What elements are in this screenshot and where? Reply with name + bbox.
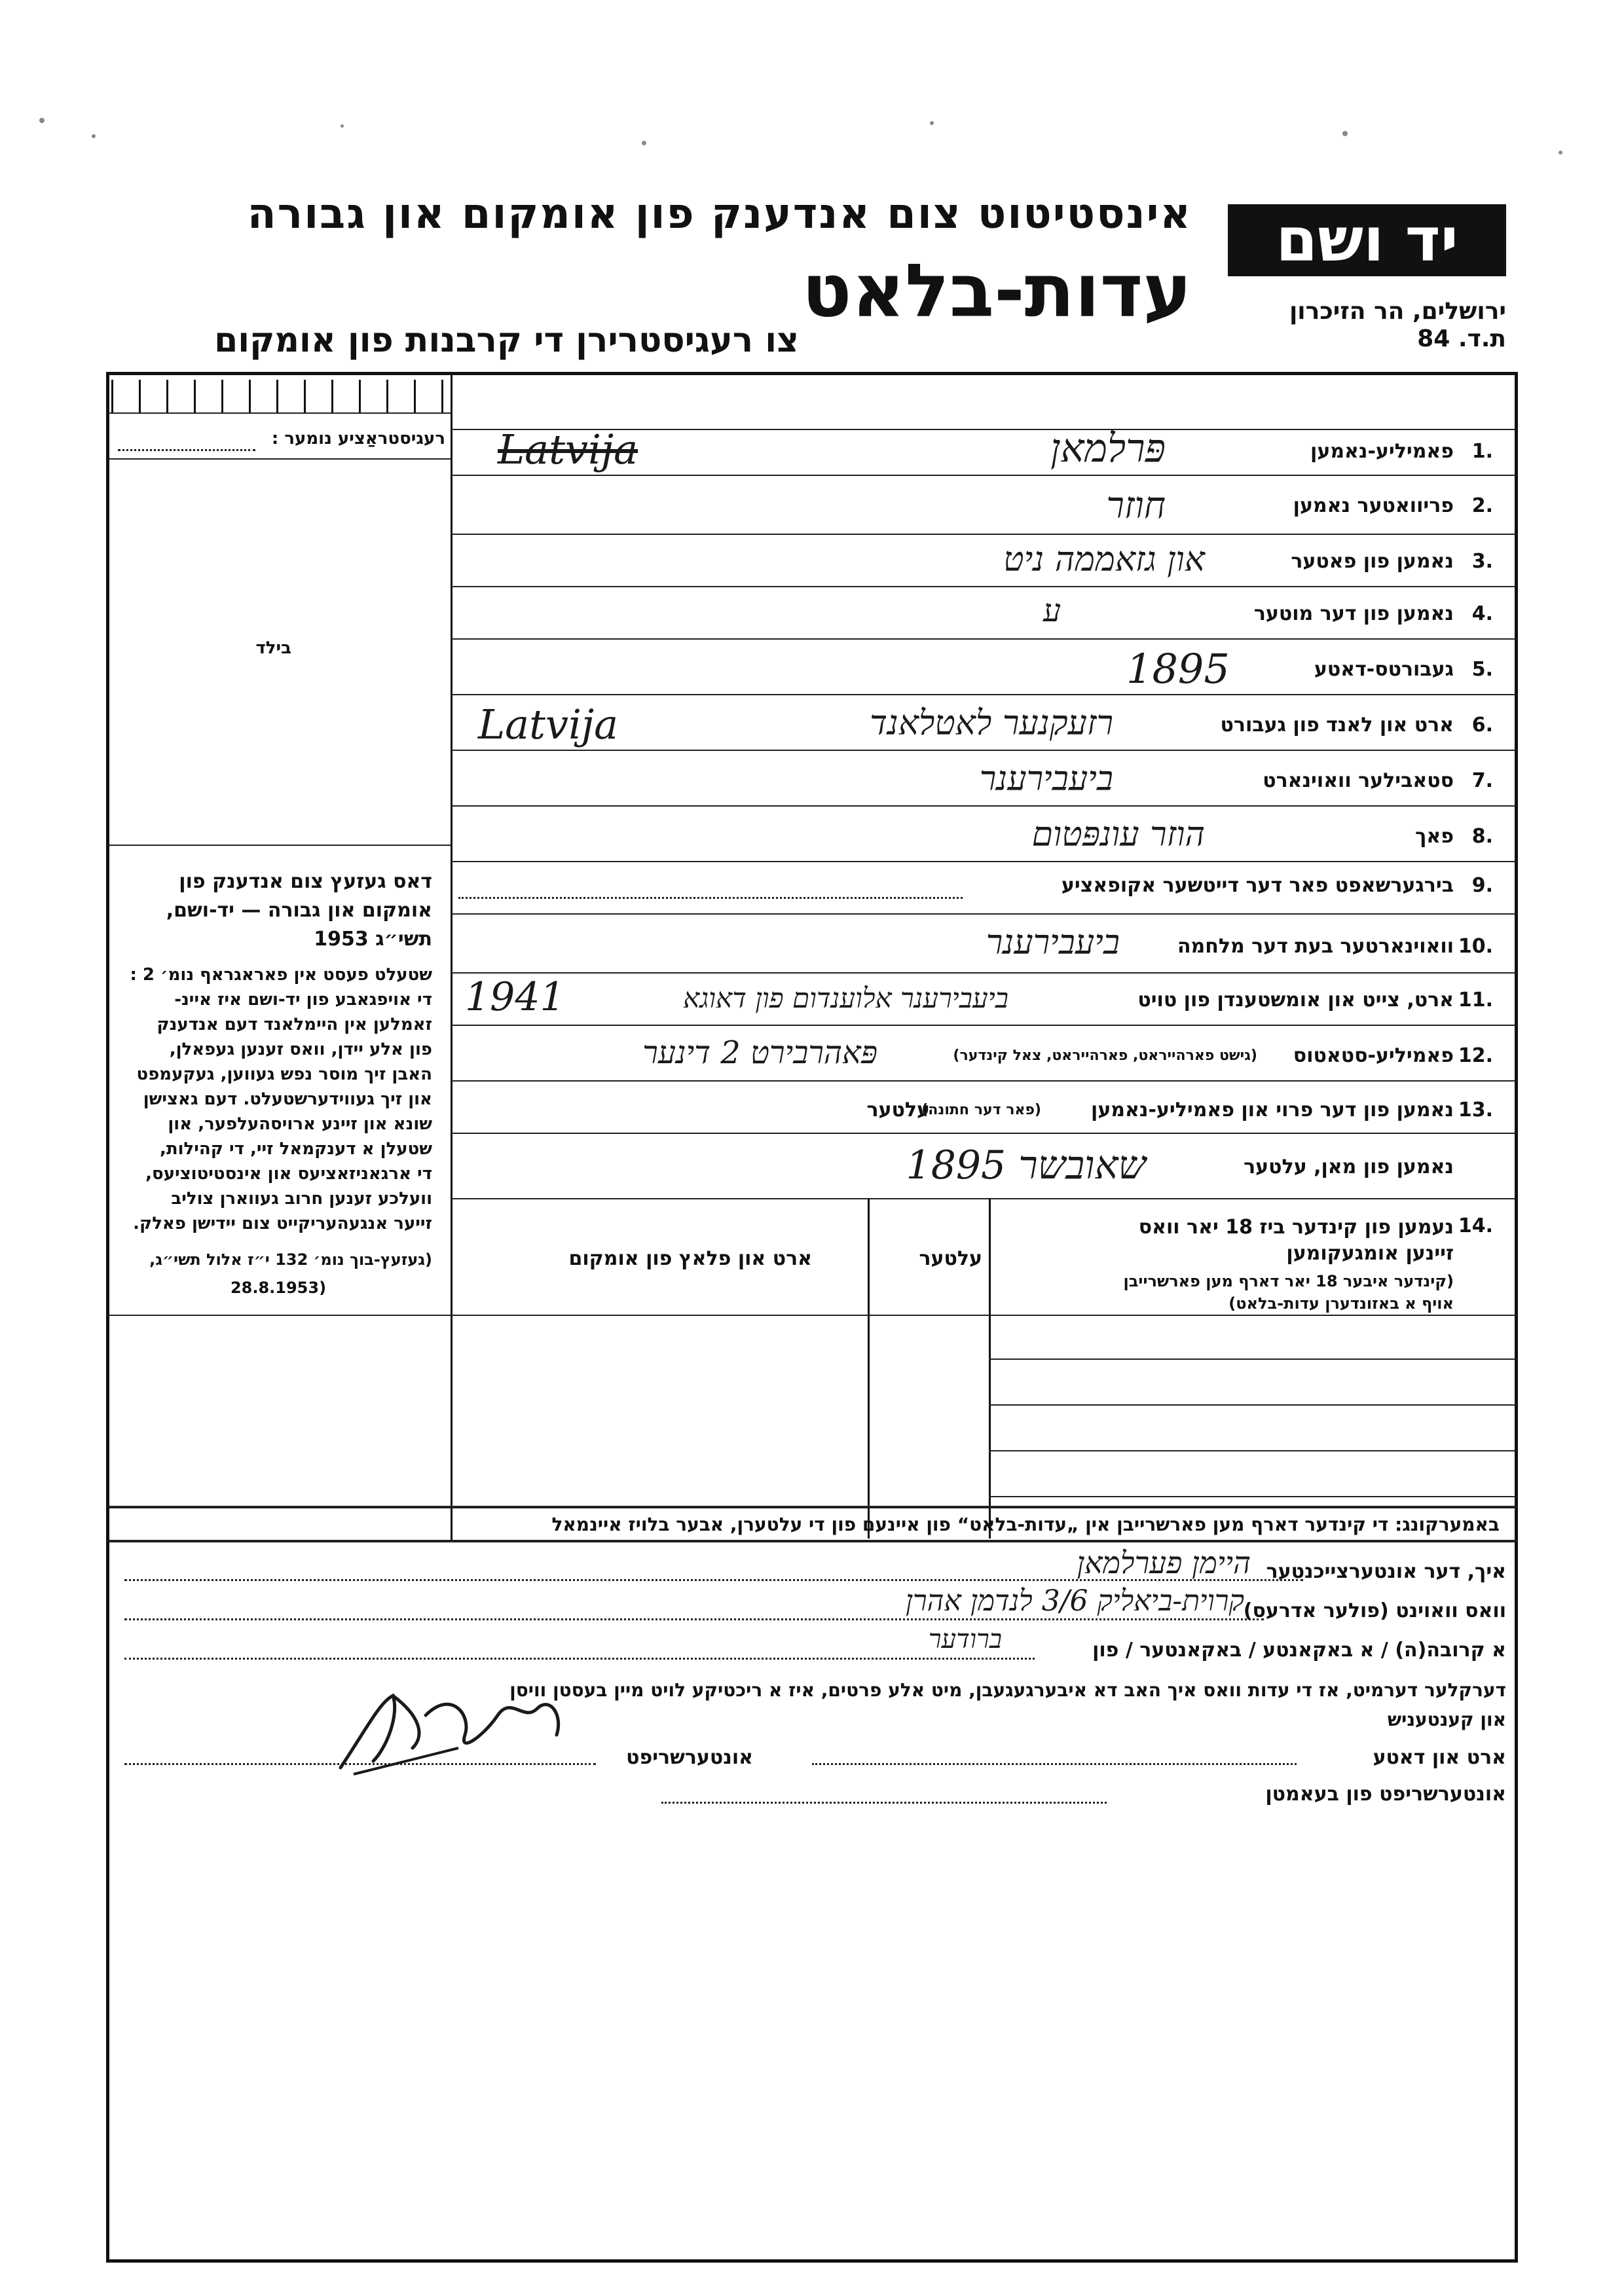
place-date-label: ארט און דאטע <box>1373 1746 1506 1769</box>
child-row-2[interactable] <box>989 1404 1516 1406</box>
children-place-header: ארט און פלאץ פון אומקום <box>568 1247 812 1270</box>
field-9-input[interactable] <box>458 897 963 899</box>
field-11-year: 1941 <box>465 974 565 1020</box>
remark-text: באמערקונג: די קינדער דארף מען פארשרייבן אין „עדות-בלאט“ פון איינעם פון די עלטערן, אבער בלויז איינמאל <box>551 1514 1500 1535</box>
field-2-value[interactable]: חוזר <box>1106 484 1166 527</box>
address-line-1: ירושלים, הר הזיכרון <box>1289 298 1506 325</box>
field-6-label: ארט און לאנד פון געבורט <box>1220 714 1454 737</box>
child-row-4[interactable] <box>989 1496 1516 1497</box>
photo-label: בילד <box>255 638 291 658</box>
address-value[interactable]: קרוית-ביאליק 3/6 לנדמן אהרן <box>905 1584 1244 1618</box>
field-12-label: פאמיליע-סטאטוס <box>1293 1044 1454 1067</box>
declaration-line-2: און קענטעניש <box>1387 1709 1506 1730</box>
address-line-2: ת.ד. 84 <box>1417 325 1506 352</box>
column-divider <box>451 374 452 1540</box>
field-2-number: 2. <box>1471 494 1493 517</box>
field-3-value[interactable]: און גזאממה ניט <box>1003 540 1205 579</box>
registration-number-label: רעגיסטראַציע נומער : <box>271 429 445 448</box>
field-7-label: סטאבילער וואוינארט <box>1263 769 1454 792</box>
field-1-number: 1. <box>1471 440 1493 463</box>
field-3-number: 3. <box>1471 550 1493 573</box>
declaration-line-1: דערקלער דערמיט, אז די עדות וואס איך האב דא איבערגעגעבן, מיט אלע פרטים, איז א ריכטיקע לויט מיין בעסטן וויסן <box>509 1679 1506 1701</box>
field-8-number: 8. <box>1471 825 1493 848</box>
field-5-value[interactable]: 1895 <box>1126 645 1230 693</box>
child-row-1[interactable] <box>989 1358 1516 1360</box>
field-5-number: 5. <box>1471 658 1493 681</box>
signature-label: אונטערשריפט <box>626 1746 753 1769</box>
field-13-age-label: עלטער <box>866 1099 930 1121</box>
relation-value[interactable]: ברודער <box>928 1624 1002 1654</box>
field-13-number: 13. <box>1458 1099 1493 1121</box>
spouse-value[interactable]: שאובשר 1895 <box>906 1142 1146 1188</box>
field-11-value[interactable]: ביעבירענר אלוענדום פון דאוגא <box>683 982 1008 1014</box>
field-13-label: נאמען פון דער פרוי און פאמיליע-נאמען <box>1091 1099 1454 1121</box>
official-signature-label: אונטערשריפט פון בעאמטן <box>1265 1783 1506 1806</box>
field-6-number: 6. <box>1471 714 1493 737</box>
field-4-number: 4. <box>1471 602 1493 625</box>
field-12-hint: (גישט פארהייראט, פארהייראט, צאל קינדער) <box>953 1048 1257 1064</box>
address-label: וואס וואוינט (פולער אדרעס) <box>1243 1599 1506 1622</box>
field-12-number: 12. <box>1458 1044 1493 1067</box>
field-6-extra: Latvija <box>478 701 619 748</box>
field-7-number: 7. <box>1471 769 1493 792</box>
witness-signature <box>327 1676 576 1781</box>
field-5-label: געבורטס-דאטע <box>1314 658 1454 681</box>
field-8-label: פאך <box>1415 825 1454 848</box>
spouse-label: נאמען פון מאן, עלטער <box>1244 1156 1454 1178</box>
law-text: שטעלט פעסט אין פאראגראף נומ׳ 2 : די אויפגאבע פון יד-ושם איז איינ- זאמלען אין היימלאנד דעם אנדענק פון אלע יידן, וואס זענען געפאלן, האבן זיך מוסר נפש געווען, געקעמפט און זיך געווידערשטעלט. דעם גאצישן שונא און זיינע ארויסהעלפער, און שטעלן א דענקמאל זיי, די קהילות, די ארגאניזאציעס און אינסטיטוציעס, וועלכע זענען חרוב געווארן צוליב זייער אנגעהעריקייט צום יידישן פאלק. <box>130 965 432 1233</box>
field-7-value[interactable]: ביעבירענר <box>979 759 1113 799</box>
form-subtitle: צו רעגיסטרירן די קרבנות פון אומקום <box>214 321 799 360</box>
field-6-value[interactable]: רזעקנער לאטלאנד <box>870 704 1113 743</box>
registration-number-field[interactable] <box>118 449 255 451</box>
field-9-label: בירגערשאפט פאר דער דייטשער אקופאציע <box>1061 874 1454 897</box>
place-date-field[interactable] <box>812 1763 1297 1765</box>
form-title: עדות-בלאט <box>802 249 1192 334</box>
field-10-label: וואוינארטער בעת דער מלחמה <box>1177 935 1454 958</box>
field-4-label: נאמען פון דער מוטער <box>1253 602 1454 625</box>
field-8-value[interactable]: הוזר עונפּטום <box>1031 815 1205 854</box>
law-heading: דאס געזעץ צום אנדענק פון אומקום און גבורה — יד-ושם, תשי״ג 1953 <box>166 870 432 951</box>
child-row-3[interactable] <box>989 1450 1516 1451</box>
field-2-label: פריוואטער נאמען <box>1293 494 1454 517</box>
yad-vashem-logo: יד ושם <box>1228 204 1506 276</box>
field-14-note: (קינדער איבער 18 יאר דארף מען פארשרייבן אויף א באזונדערן עדות-בלאט) <box>1123 1272 1454 1313</box>
field-3-label: נאמען פון פאטער <box>1291 550 1454 573</box>
field-11-number: 11. <box>1458 989 1493 1011</box>
field-12-value[interactable]: פּאהרבירט 2 דינער <box>642 1034 877 1071</box>
registration-ticks <box>111 380 445 412</box>
official-signature-field[interactable] <box>661 1802 1107 1804</box>
undersigned-label: איך, דער אונטערצייכנטער <box>1266 1560 1506 1583</box>
field-1-label: פאמיליע-נאמען <box>1310 440 1454 463</box>
law-date: (28.8.1953 <box>230 1279 327 1297</box>
children-age-header: עלטער <box>919 1247 982 1270</box>
field-1-value[interactable]: פּרלמאן <box>1050 426 1166 471</box>
field-10-value[interactable]: ביעבירענר <box>986 923 1120 962</box>
field-13-hint: (פאר דער חתונה) <box>921 1102 1041 1118</box>
law-source: (געזעץ-בוך נומ׳ 132 י״ז אלול תשי״ג, <box>149 1250 432 1269</box>
undersigned-value[interactable]: היימן פערלמאן <box>1077 1545 1251 1580</box>
field-14-number: 14. <box>1458 1214 1493 1237</box>
field-1-extra: Latvija <box>498 426 638 473</box>
field-9-number: 9. <box>1471 874 1493 897</box>
field-10-number: 10. <box>1458 935 1493 958</box>
field-4-value[interactable]: ע <box>1043 592 1061 629</box>
field-14-label: נעמען פון קינדער ביז 18 יאר וואס זיינען אומגעקומען <box>1138 1216 1454 1265</box>
relation-label: א קרובה(ה) / א באקאנטע / באקאנטער / פון <box>1092 1639 1506 1662</box>
institute-name: אינסטיטוט צום אנדענק פון אומקום און גבורה <box>247 190 1192 238</box>
field-11-label: ארט, צייט און אומשטענדן פון טויט <box>1137 989 1454 1011</box>
